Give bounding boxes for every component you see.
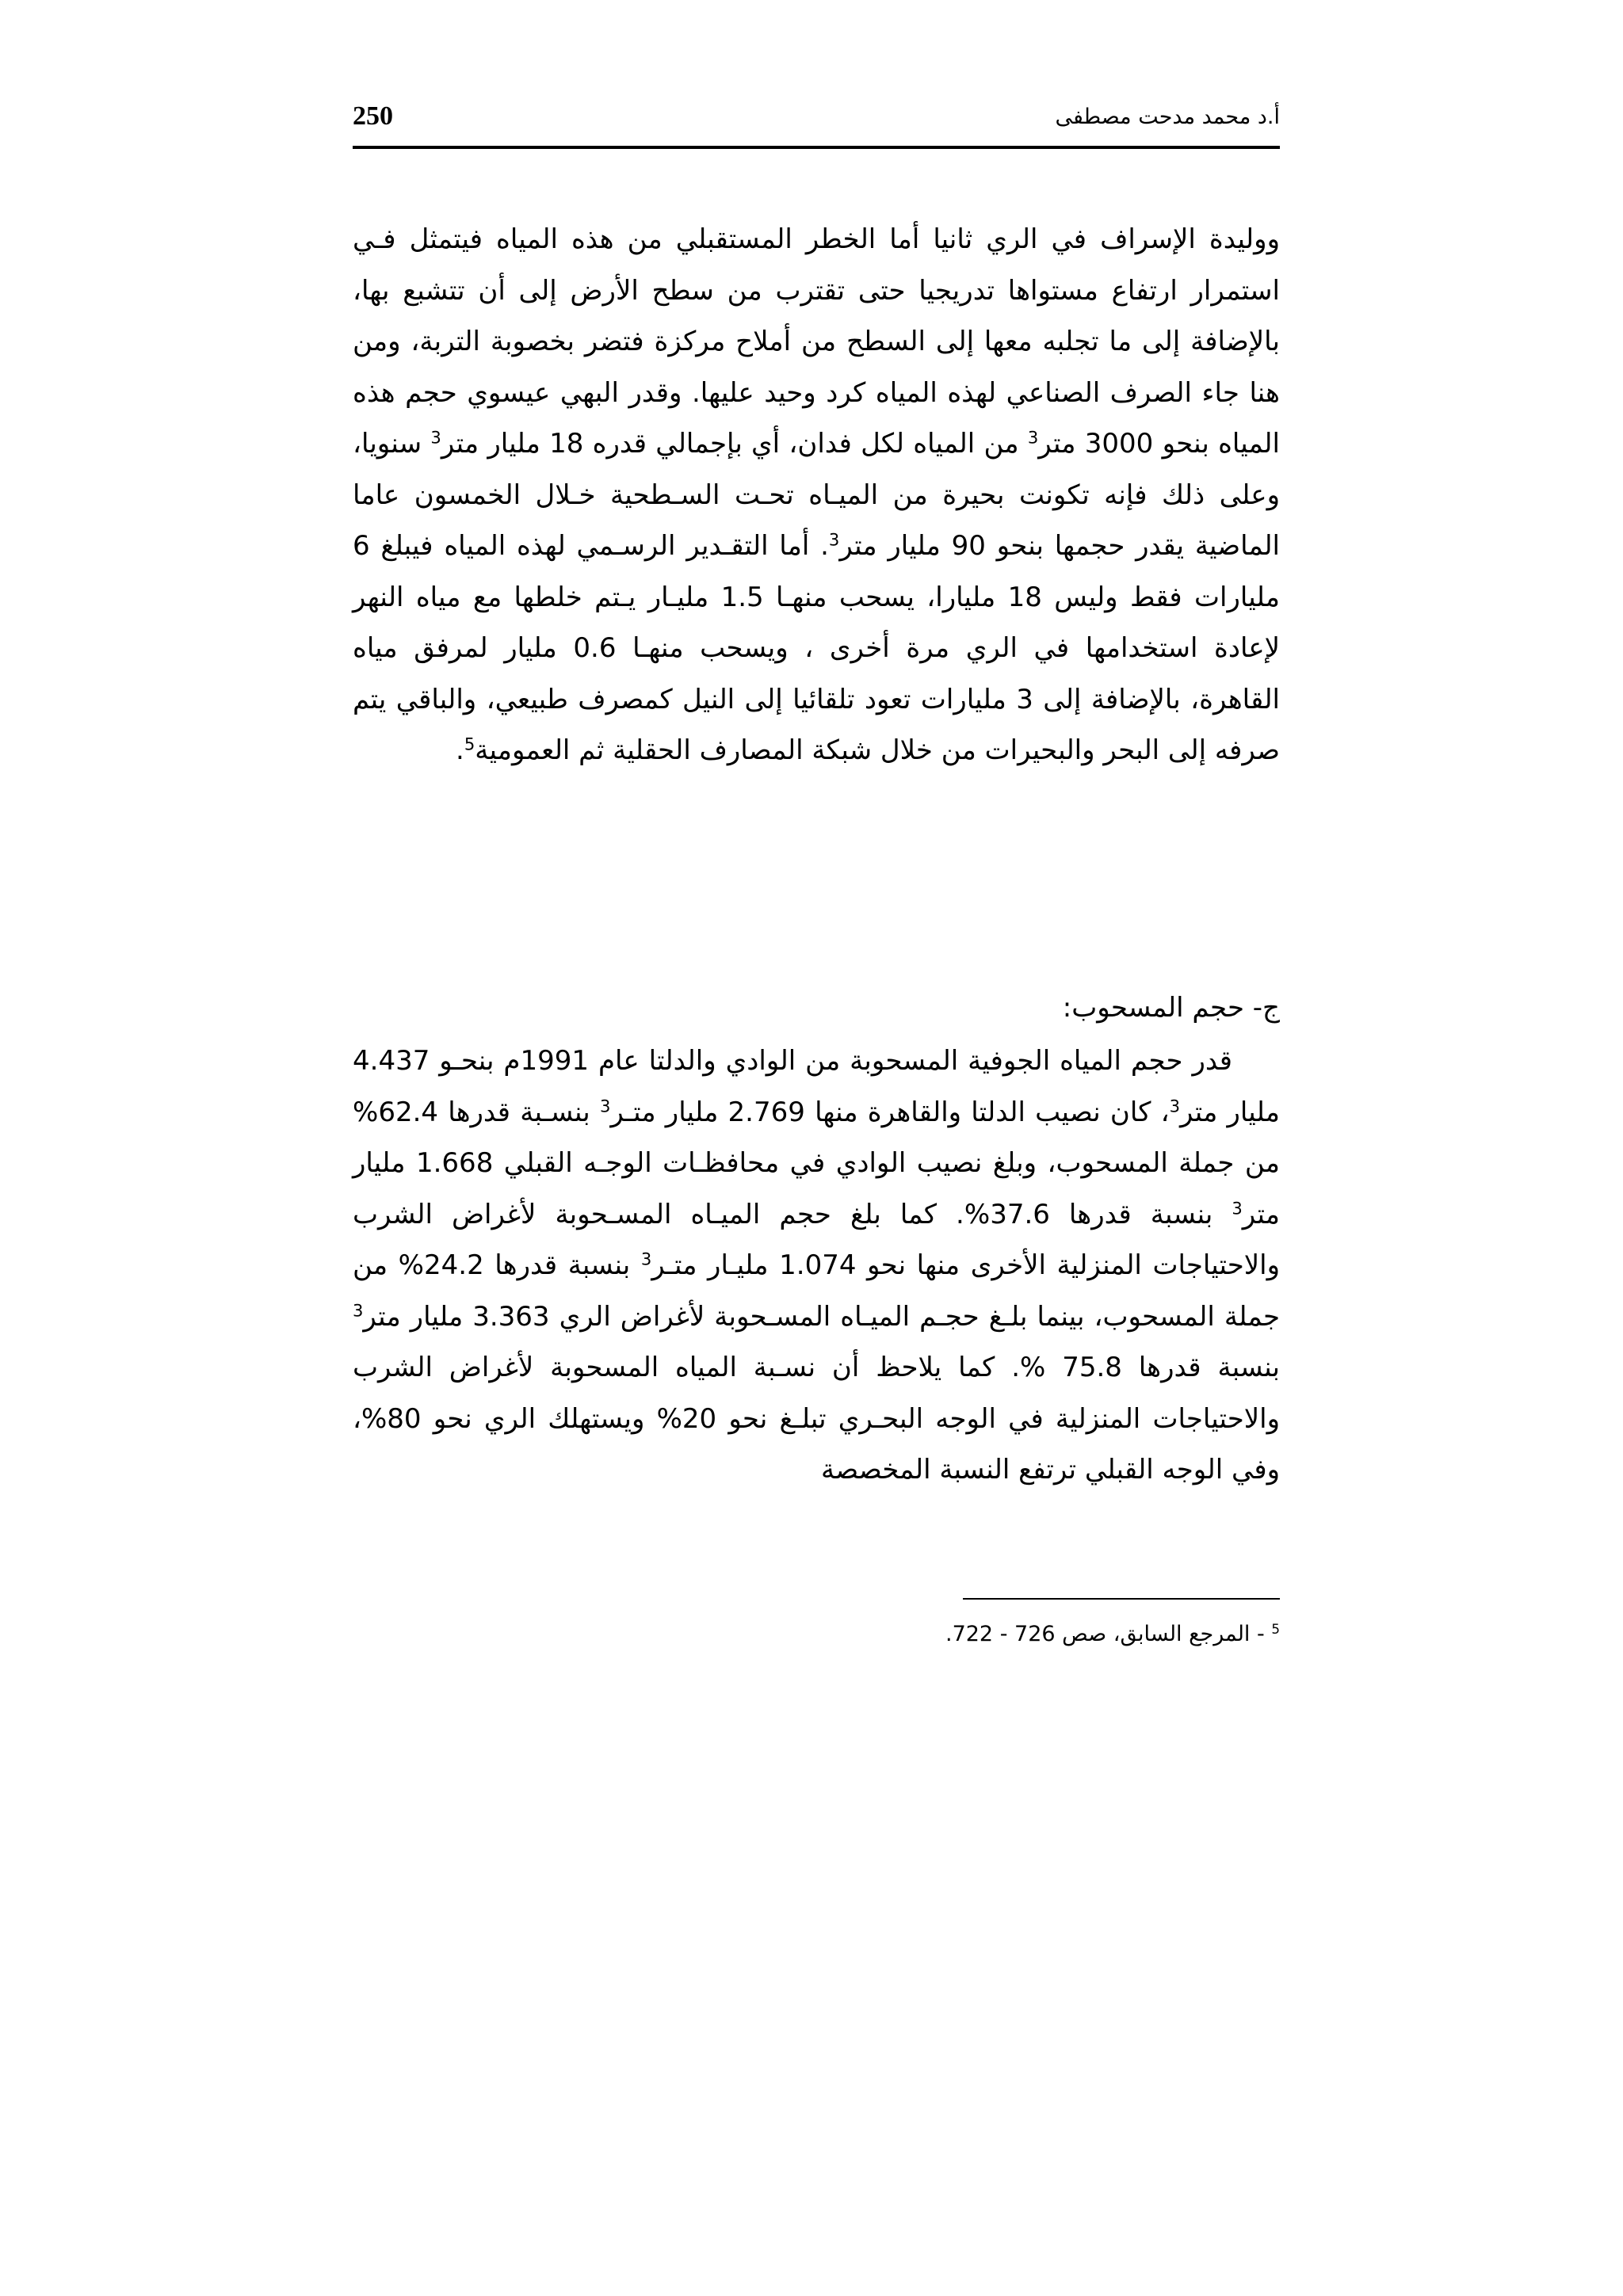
text-run: بنسبة قدرها 24.2% من جملة المسحوب، بينما بلـغ حجـم الميـاه المسـحوبة لأغراض الري 3.363 مليار متر	[353, 1249, 1281, 1333]
footnote-rule	[963, 1598, 1280, 1600]
running-header-author: أ.د محمد مدحت مصطفى	[1055, 105, 1280, 129]
text-run: من المياه لكل فدان، أي بإجمالي قدره 18 مليار متر	[441, 428, 1028, 460]
superscript: 3	[430, 427, 441, 448]
paragraph-2	[353, 1035, 1280, 1496]
page-number: 250	[353, 101, 393, 131]
text-run: بنسبة قدرها 75.8 %. كما يلاحظ أن نسـبة المياه المسحوبة لأغراض الشرب والاحتياجات المنزلية في الوجه البحـري تبلـغ نحو 20% ويستهلك الري نحو 80%، وفي الوجه القبلي ترتفع النسبة المخصصة	[353, 1352, 1281, 1486]
superscript: 3	[599, 1095, 611, 1116]
text-run: .	[456, 734, 464, 766]
paragraph-1	[353, 214, 1280, 776]
paragraph-2-text	[353, 1035, 1280, 1496]
superscript: 3	[640, 1249, 652, 1269]
text-run: . أما التقـدير الرسـمي لهذه المياه فيبلغ 6 مليارات فقط وليس 18 مليارا، يسحب منهـا 1.5 مليـار يـتم خلطها مع مياه النهر لإعادة استخدامها في الري مرة أخرى ، ويسحب منهـا 0.6 مليار لمرفق مياه القاهرة، بالإضافة إلى 3 مليارات تعود تلقائيا إلى النيل كمصرف طبيعي، والباقي يتم صرفه إلى البحر والبحيرات من خلال شبكة المصارف الحقلية ثم العمومية	[353, 530, 1280, 766]
footnote	[353, 1615, 1280, 1654]
footnote-ref: 5	[464, 734, 475, 754]
footnote-text: - المرجع السابق، صص 726 - 722.	[945, 1622, 1272, 1646]
text-run: ، كان نصيب الدلتا والقاهرة منها 2.769 مليار متـر	[610, 1096, 1170, 1128]
page-header	[353, 101, 1280, 141]
footnote-number: 5	[1271, 1620, 1280, 1637]
text-run: بنسـبة قدرها 62.4% من جملة المسحوب، وبلغ نصيب الوادي في محافظـات الوجـه القبلي 1.668 مليار متر	[353, 1096, 1281, 1230]
text-run: ووليدة الإسراف في الري ثانيا أما الخطر المستقبلي من هذه المياه فيتمثل فـي استمرار ارتفاع مستواها تدريجيا حتى تقترب من سطح الأرض إلى أن تتشبع بها، بالإضافة إلى ما تجلبه معها إلى السطح من أملاح مركزة فتضر بخصوبة التربة، ومن هنا جاء الصرف الصناعي لهذه المياه كرد وحيد عليها. وقدر البهي عيسوي حجم هذه المياه بنحو 3000 متر	[353, 223, 1280, 460]
superscript: 3	[1027, 427, 1039, 448]
superscript: 3	[1169, 1095, 1181, 1116]
paragraph-1-text	[353, 214, 1280, 776]
superscript: 3	[353, 1299, 364, 1320]
header-rule	[353, 146, 1280, 149]
text-run: بنسبة قدرها 37.6%. كما بلغ حجم الميـاه المسـحوبة لأغراض الشرب والاحتياجات المنزلية الأخرى منها نحو 1.074 مليـار متـر	[353, 1198, 1281, 1281]
text-run: قدر حجم المياه الجوفية المسحوبة من الوادي والدلتا عام 1991م بنحـو 4.437 مليار متر	[353, 1045, 1280, 1128]
text-run: سنويا، وعلى ذلك فإنه تكونت بحيرة من الميـاه تحـت السـطحية خـلال الخمسون عاما الماضية يقدر حجمها بنحو 90 مليار متر	[353, 428, 1281, 562]
section-heading: ج- حجم المسحوب:	[1062, 992, 1280, 1024]
superscript: 3	[1232, 1197, 1243, 1218]
superscript: 3	[828, 529, 840, 550]
